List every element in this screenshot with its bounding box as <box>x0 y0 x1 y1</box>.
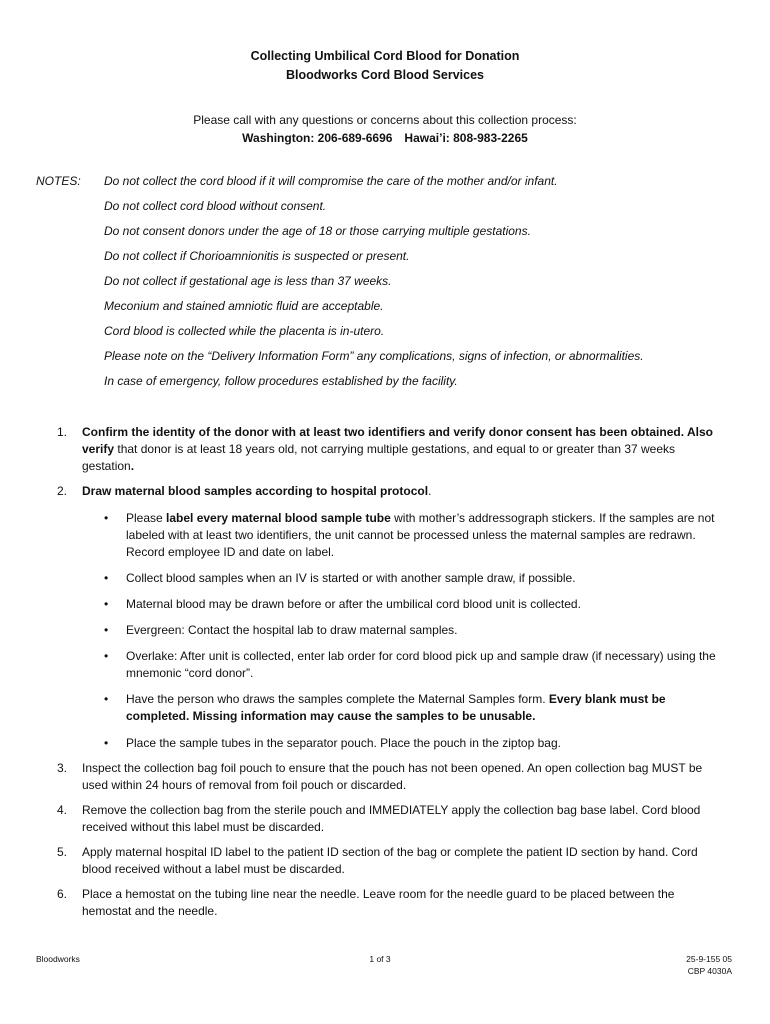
step-number: 3. <box>57 761 68 775</box>
bullet-bold-text: label every maternal blood sample tube <box>166 511 391 525</box>
document-subtitle: Bloodworks Cord Blood Services <box>286 68 484 82</box>
bullet-text-part: with mother’s addressograph stickers. If the samples are not labeled with at least two identifiers, the unit cannot be processed unless the maternal samples are redrawn. Record employee ID and date on label. <box>126 511 715 559</box>
note-item: Do not consent donors under the age of 18 or those carrying multiple gestations. <box>104 224 531 238</box>
bullet-item <box>104 510 724 561</box>
bullet-icon: • <box>104 649 109 663</box>
bullet-text-part: Please <box>126 511 167 525</box>
note-item: Do not collect cord blood without consent. <box>104 199 327 213</box>
bullet-text: Evergreen: Contact the hospital lab to draw maternal samples. <box>126 623 458 637</box>
step-bold-text: Draw maternal blood samples according to hospital protocol <box>82 484 429 498</box>
step-3 <box>57 760 727 794</box>
bullet-icon: • <box>104 511 109 525</box>
bullet-icon: • <box>104 692 109 706</box>
footer-page-number: 1 of 3 <box>369 954 391 964</box>
step-number: 1. <box>57 425 68 439</box>
note-item: Please note on the “Delivery Information Form” any complications, signs of infection, or abnormalities. <box>104 349 644 363</box>
bullet-text: Collect blood samples when an IV is started or with another sample draw, if possible. <box>126 571 576 585</box>
bullet-icon: • <box>104 571 109 585</box>
bullet-bold-text: Every blank must be completed. Missing information may cause the samples to be unusable. <box>126 692 666 723</box>
footer-document-code: 25-9-155 05 <box>686 954 732 964</box>
step-1 <box>57 424 727 475</box>
bullet-item <box>104 570 724 587</box>
note-item: Cord blood is collected while the placenta is in-utero. <box>104 324 385 338</box>
step-text-part: . <box>428 484 432 498</box>
bullet-text: Place the sample tubes in the separator pouch. Place the pouch in the ziptop bag. <box>126 736 561 750</box>
step-number: 4. <box>57 803 68 817</box>
bullet-item <box>104 622 724 639</box>
phone-hawaii: Hawai’i: 808-983-2265 <box>404 131 528 145</box>
step-text: Apply maternal hospital ID label to the patient ID section of the bag or complete the patient ID section by hand. Cord blood received without a label must be discarded. <box>82 845 698 876</box>
phone-washington: Washington: 206-689-6696 <box>242 131 393 145</box>
step-text <box>82 424 727 475</box>
step-number: 2. <box>57 484 68 498</box>
bullet-item <box>104 596 724 613</box>
step-4 <box>57 802 727 836</box>
bullet-icon: • <box>104 623 109 637</box>
step-2 <box>57 483 727 500</box>
bullet-text <box>126 691 724 725</box>
step-text: Place a hemostat on the tubing line near the needle. Leave room for the needle guard to be placed between the hemostat and the needle. <box>82 887 675 918</box>
note-item: Do not collect if gestational age is less than 37 weeks. <box>104 274 392 288</box>
step-text <box>82 483 727 500</box>
note-item: Do not collect if Chorioamnionitis is suspected or present. <box>104 249 410 263</box>
step-text-part: that donor is at least 18 years old, not carrying multiple gestations, and equal to or greater than 37 weeks gestation <box>82 442 676 473</box>
note-item: Meconium and stained amniotic fluid are acceptable. <box>104 299 384 313</box>
step-number: 6. <box>57 887 68 901</box>
bullet-item <box>104 735 724 752</box>
bullet-item <box>104 691 724 725</box>
bullet-text: Maternal blood may be drawn before or after the umbilical cord blood unit is collected. <box>126 597 581 611</box>
bullet-icon: • <box>104 597 109 611</box>
step-6 <box>57 886 727 920</box>
notes-label: NOTES: <box>36 174 81 188</box>
bullet-item <box>104 648 724 682</box>
document-title: Collecting Umbilical Cord Blood for Donation <box>250 49 520 63</box>
footer-organization: Bloodworks <box>36 954 80 964</box>
bullet-text: Overlake: After unit is collected, enter lab order for cord blood pick up and sample draw (if necessary) using the mnemonic “cord donor”. <box>126 649 716 680</box>
note-item: In case of emergency, follow procedures established by the facility. <box>104 374 458 388</box>
bullet-text-part: Have the person who draws the samples complete the Maternal Samples form. <box>126 692 549 706</box>
step-text: Inspect the collection bag foil pouch to ensure that the pouch has not been opened. An open collection bag MUST be used within 24 hours of removal from foil pouch or discarded. <box>82 761 703 792</box>
footer-form-code: CBP 4030A <box>687 966 732 976</box>
step-5 <box>57 844 727 878</box>
note-item: Do not collect the cord blood if it will compromise the care of the mother and/or infant. <box>104 174 558 188</box>
contact-phones <box>0 131 770 145</box>
bullet-icon: • <box>104 736 109 750</box>
step-bold-text: Confirm the identity of the donor with at least two identifiers and verify donor consent has been obtained. Also verify <box>82 425 713 456</box>
step-number: 5. <box>57 845 68 859</box>
step-text: Remove the collection bag from the sterile pouch and IMMEDIATELY apply the collection bag base label. Cord blood received without this label must be discarded. <box>82 803 701 834</box>
step-bold-text: . <box>130 459 135 473</box>
bullet-text <box>126 510 724 561</box>
contact-instructions: Please call with any questions or concerns about this collection process: <box>193 113 577 127</box>
